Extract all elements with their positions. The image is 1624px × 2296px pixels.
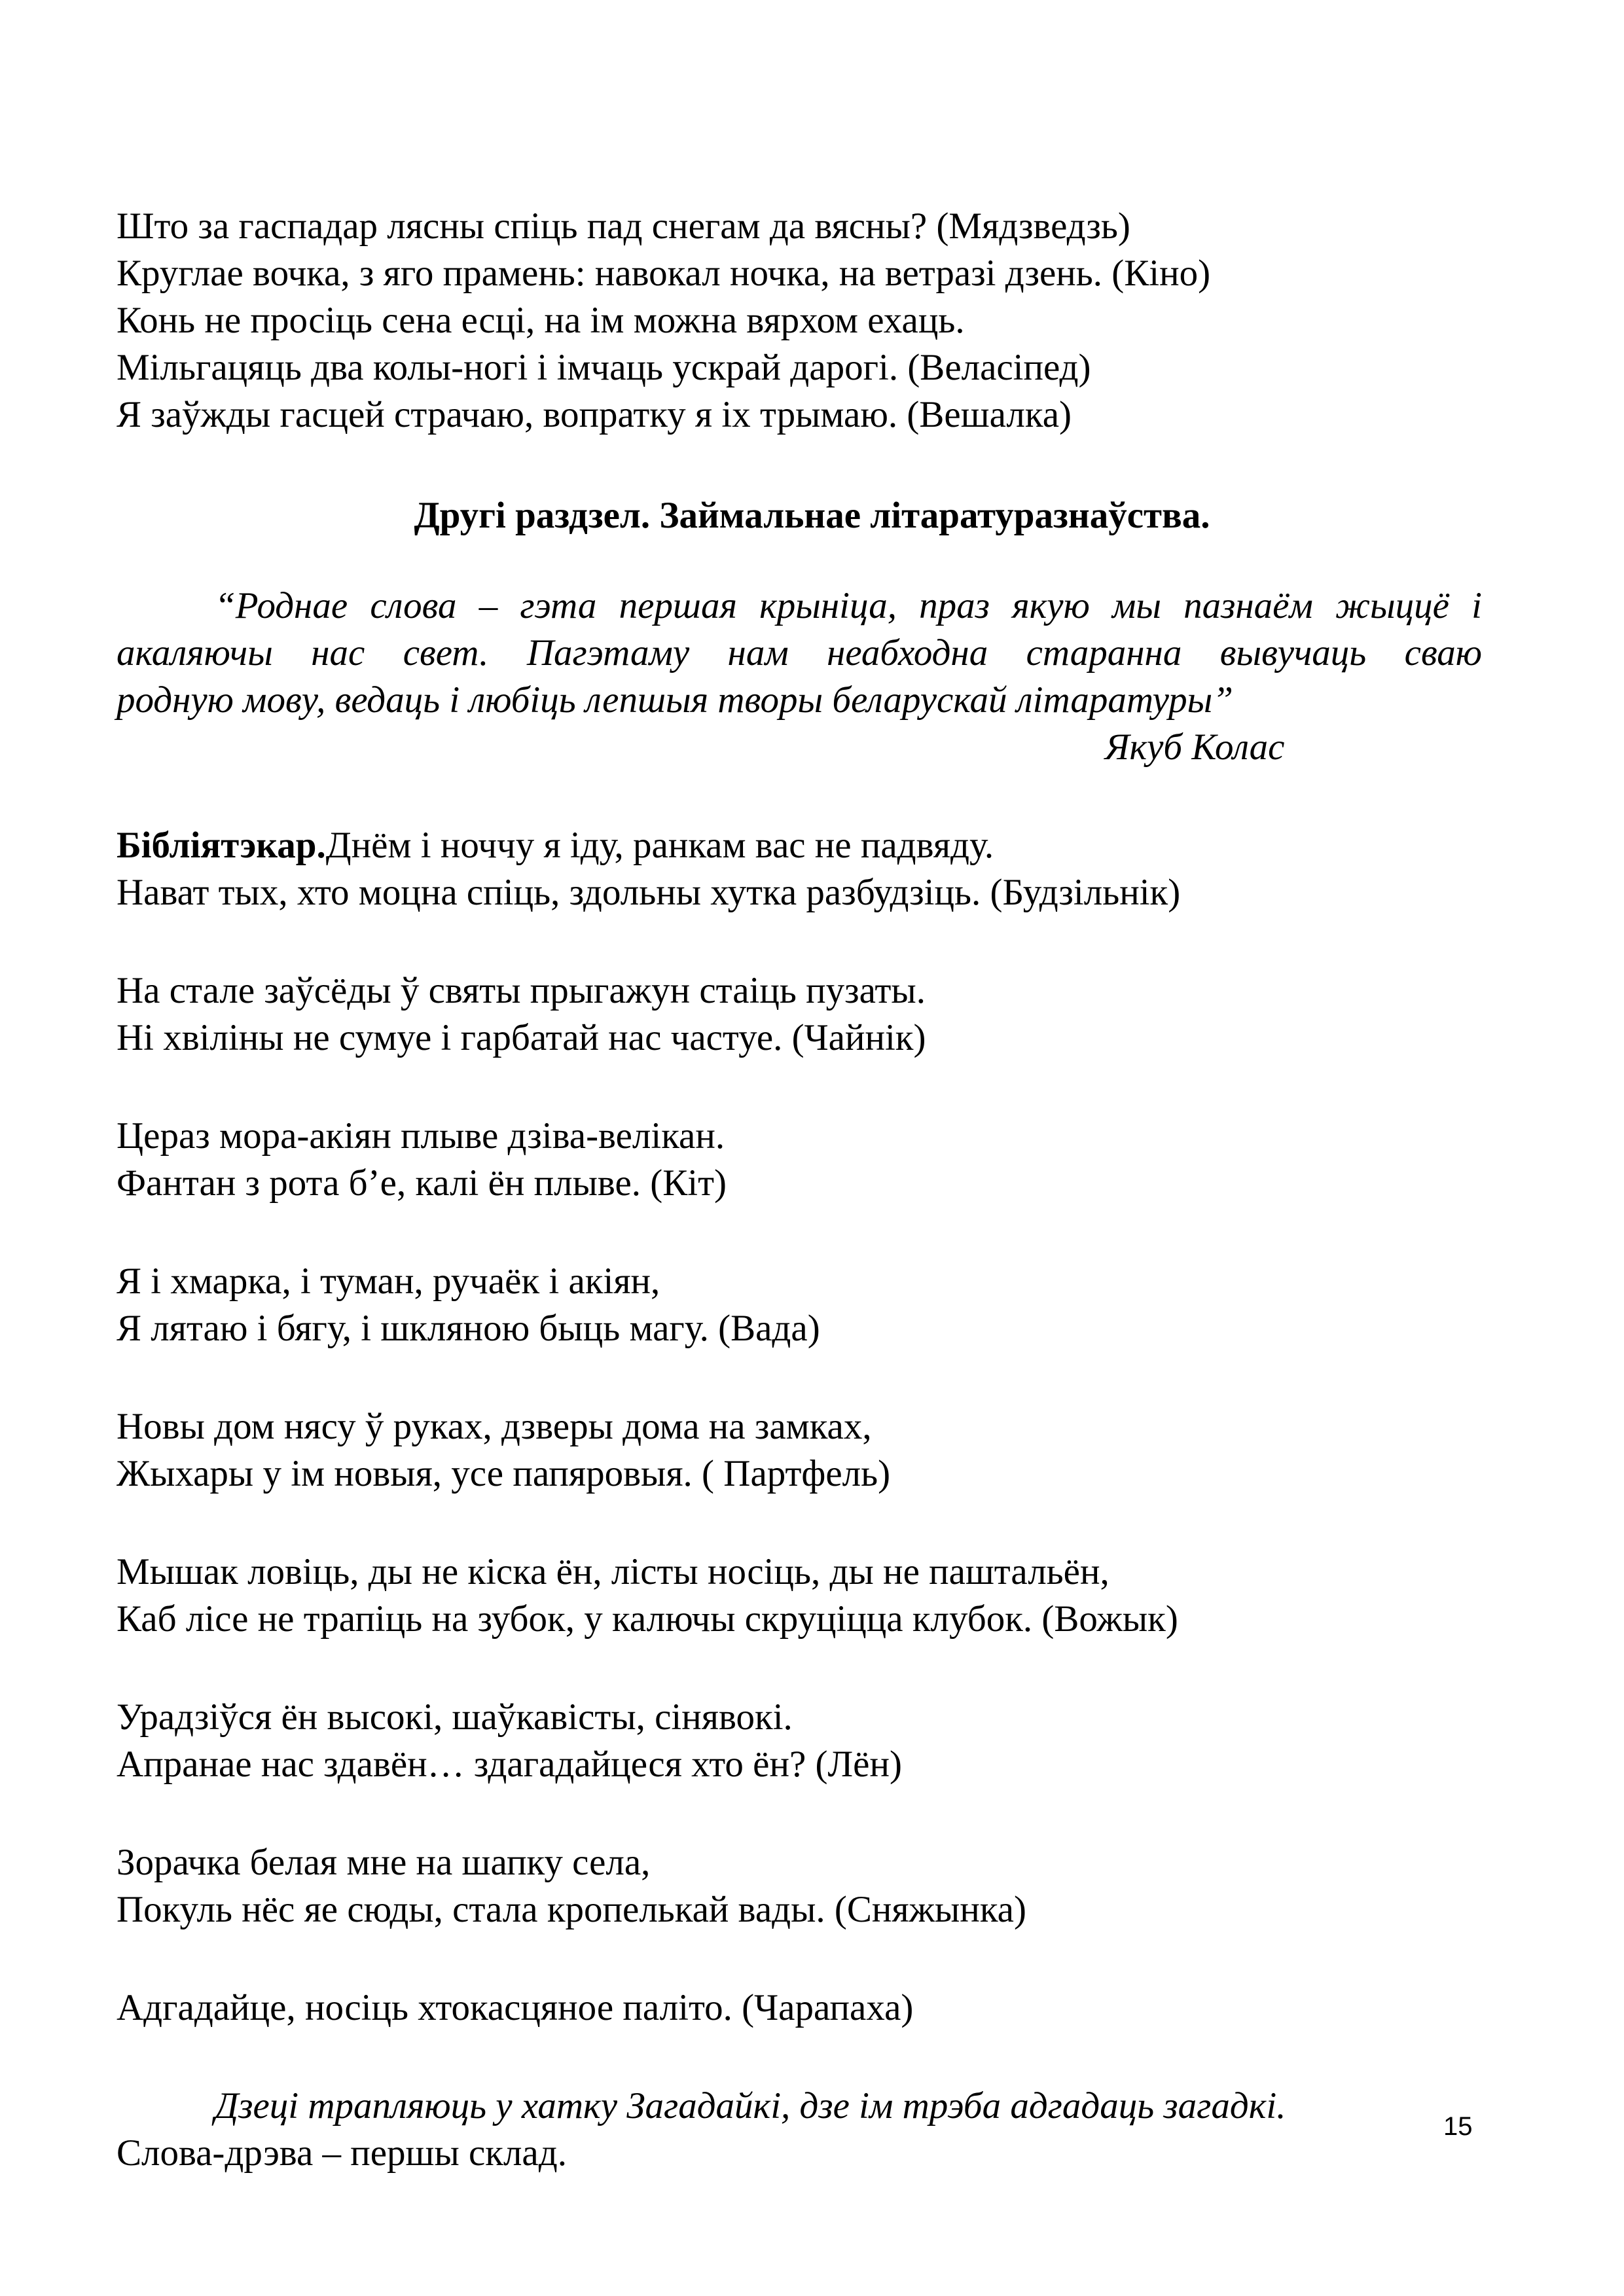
riddle-line: Цераз мора-акіян плыве дзіва-велікан. [117,1115,725,1157]
speaker-label: Бібліятэкар. [117,825,326,866]
riddle-line: Мышак ловіць, ды не кіска ён, лісты носіць, ды не паштальён, [117,1551,1110,1592]
epigraph-author: Якуб Колас [1105,726,1285,768]
riddle-line: Апранае нас здавён… здагадайцеся хто ён? (Лён) [117,1744,902,1785]
riddle-line: Жыхары у ім новыя, усе папяровыя. ( Партфель) [117,1453,891,1494]
epigraph-text: акаляючы нас свет. Пагэтаму нам неабходна старанна вывучаць сваю [117,632,1482,673]
riddle-line: Каб лісе не трапіць на зубок, у калючы скруціцца клубок. (Вожык) [117,1598,1178,1640]
riddle-line: Новы дом нясу ў руках, дзверы дома на замках, [117,1406,872,1447]
riddle-line: Мільгацяць два колы-ногі і імчаць ускрай дарогі. (Веласіпед) [117,347,1091,388]
epigraph-line: родную мову, ведаць і любіць лепшыя творы беларускай літаратуры” [117,679,1233,721]
stage-direction: Дзеці трапляюць у хатку Загадайкі, дзе ім трэба адгадаць загадкі. [215,2085,1286,2126]
riddle-line: Урадзіўся ён высокі, шаўкавісты, сінявокі. [117,1696,793,1738]
epigraph-line [117,630,1482,677]
riddle-line: Я заўжды гасцей страчаю, вопратку я іх трымаю. (Вешалка) [117,394,1072,435]
riddle-line: Фантан з рота б’е, калі ён плыве. (Кіт) [117,1162,727,1204]
riddle-line: Ні хвіліны не сумуе і гарбатай нас частуе. (Чайнік) [117,1017,926,1058]
librarian-line [117,822,994,869]
riddle-line: Нават тых, хто моцна спіць, здольны хутка разбудзіць. (Будзільнік) [117,872,1181,913]
closing-line: Слова-дрэва – першы склад. [117,2132,567,2174]
riddle-line: Я і хмарка, і туман, ручаёк і акіян, [117,1261,660,1302]
riddle-line: Я лятаю і бягу, і шкляною быць магу. (Вада) [117,1308,820,1349]
section-heading: Другі раздзел. Займальнае літаратуразнаўства. [414,495,1210,536]
epigraph-line [117,583,1482,630]
page-number: 15 [1443,2112,1473,2141]
riddle-line: Зорачка белая мне на шапку села, [117,1842,651,1883]
librarian-text: Днём і ноччу я іду, ранкам вас не падвяду. [325,825,994,866]
riddle-line: Покуль нёс яе сюды, стала кропелькай вады. (Сняжынка) [117,1889,1026,1930]
riddle-line: На стале заўсёды ў святы прыгажун стаіць пузаты. [117,970,926,1011]
riddle-line: Што за гаспадар лясны спіць пад снегам да вясны? (Мядзведзь) [117,206,1130,247]
epigraph-text: “Роднае слова – гэта першая крыніца, праз якую мы пазнаём жыццё і [215,585,1482,626]
riddle-line: Конь не просіць сена есці, на ім можна вярхом ехаць. [117,300,965,341]
riddle-line: Адгадайце, носіць хтокасцяное паліто. (Чарапаха) [117,1987,914,2028]
riddle-line: Круглае вочка, з яго прамень: навокал ночка, на ветразі дзень. (Кіно) [117,253,1211,294]
